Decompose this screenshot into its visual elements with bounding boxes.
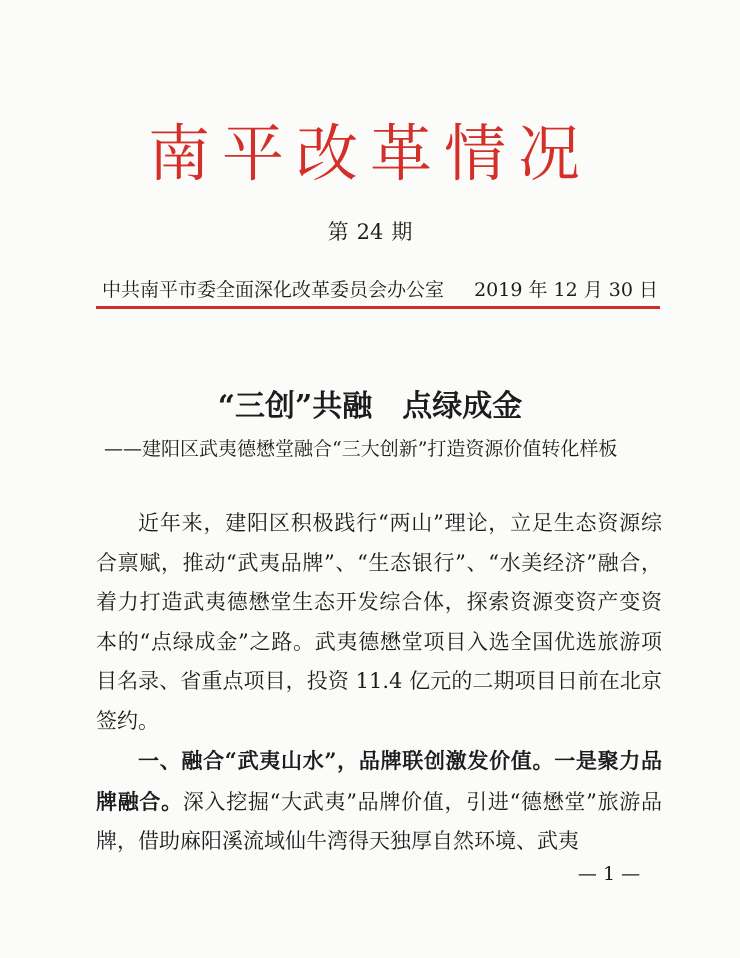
page-number: — 1 —	[577, 863, 641, 885]
issue-prefix: 第	[327, 220, 349, 244]
article-title: “三创”共融 点绿成金	[217, 389, 523, 424]
section-heading: 一、融合“武夷山水”，品牌联创激发价值。	[138, 748, 555, 773]
section-lead: 一是聚力品牌融合。	[96, 748, 662, 814]
paragraph-intro: 近年来，建阳区积极践行“两山”理论，立足生态资源综合禀赋，推动“武夷品牌”、“生态银行”、“水美经济”融合，着力打造武夷德懋堂生态开发综合体，探索资源变资产变资本的“点绿成金”之路。武夷德懋堂项目入选全国优选旅游项目名录、省重点项目，投资 11.4 亿元的二期项目日前在北京签约。	[96, 511, 662, 733]
paragraph-section-1	[96, 741, 662, 862]
section-text: 深入挖掘“大武夷”品牌价值，引进“德懋堂”旅游品牌，借助麻阳溪流域仙牛湾得天独厚自然环境、武夷	[96, 789, 662, 853]
red-divider	[96, 306, 660, 309]
masthead-title: 南平改革情况	[147, 117, 592, 190]
issue-suffix: 期	[391, 220, 413, 244]
article-body	[96, 504, 662, 862]
issuer-line	[100, 276, 660, 304]
issue-value: 24	[356, 220, 384, 244]
article-subtitle: ——建阳区武夷德懋堂融合“三大创新”打造资源价值转化样板	[104, 438, 618, 460]
issue-date: 2019 年 12 月 30 日	[474, 279, 658, 301]
issuing-organization: 中共南平市委全面深化改革委员会办公室	[102, 279, 445, 301]
issue-number	[0, 218, 740, 246]
